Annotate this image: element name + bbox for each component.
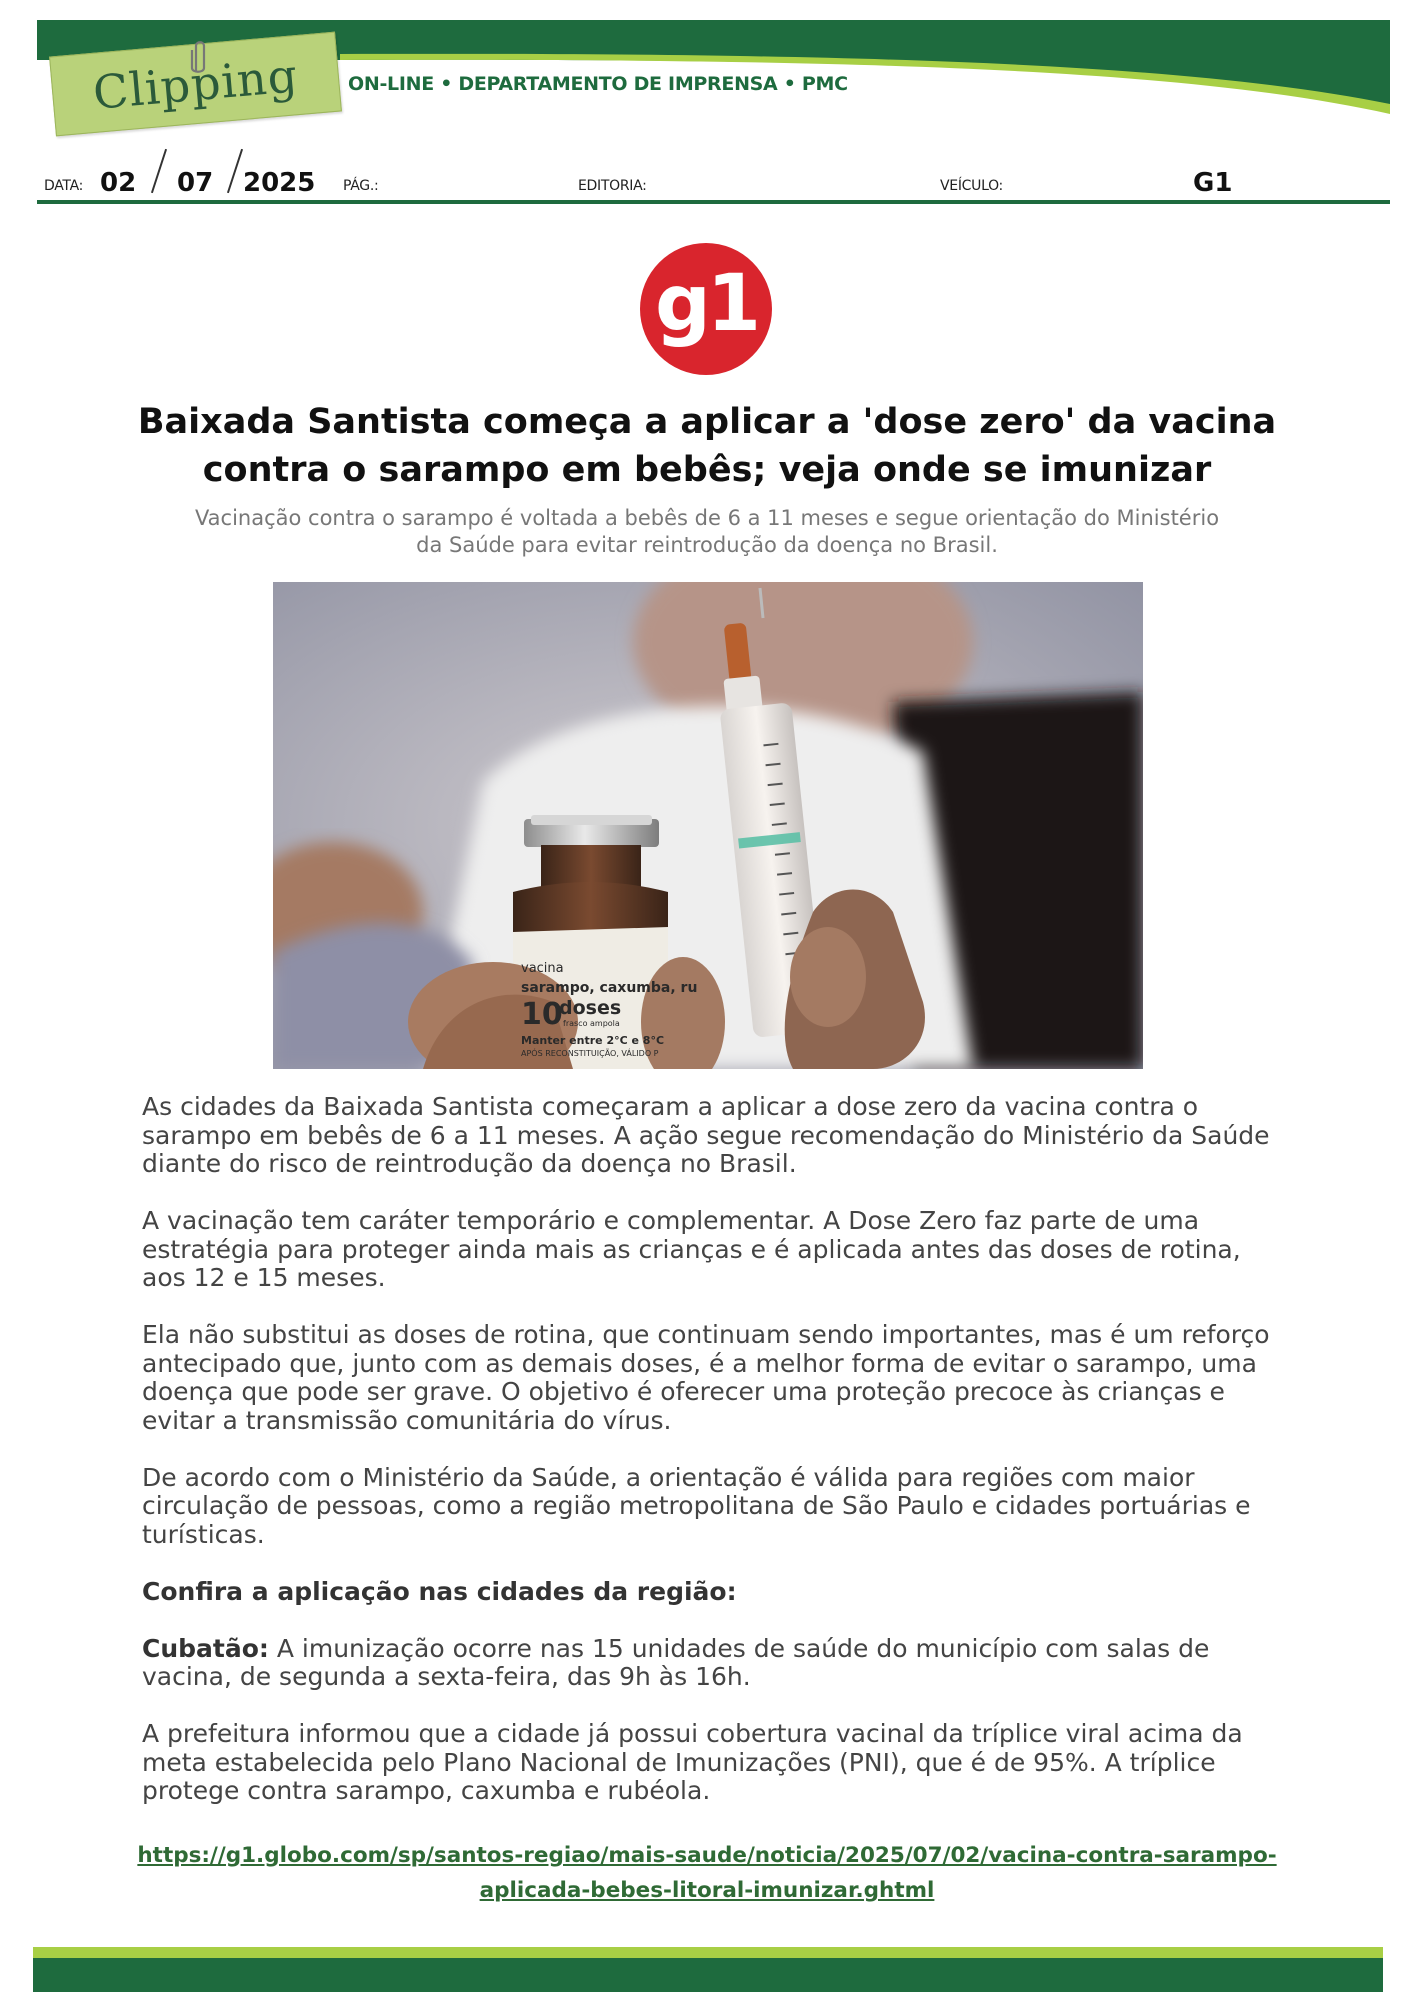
section-heading-text: Confira a aplicação nas cidades da região: [142,1576,737,1606]
vial-label-line: frasco ampola [563,1019,620,1028]
vial-label-line: 10 [521,997,563,1032]
vial-label-line: APÓS RECONSTITUIÇÃO, VÁLIDO P [521,1049,659,1058]
source-link[interactable] [100,1838,1314,1908]
vial-label-line: vacina [521,961,564,976]
vaccine-photo-illustration [273,582,1143,1069]
article-paragraph: De acordo com o Ministério da Saúde, a orientação é válida para regiões com maior circulação de pessoas, como a região metropolitana de São Paulo e cidades portuárias e turísticas. [142,1462,1251,1549]
source-link-line[interactable]: aplicada-bebes-litoral-imunizar.ghtml [479,1878,935,1903]
city-info: A imunização ocorre nas 15 unidades de saúde do município com salas de vacina, de segunda a sexta-feira, das 9h às 16h. [142,1633,1210,1691]
article-title-line: Baixada Santista começa a aplicar a 'dose zero' da vacina [137,402,1277,442]
vial-label-line: sarampo, caxumba, ru [521,980,698,996]
veiculo-value: G1 [1193,168,1233,198]
article-title [120,398,1294,494]
vial-label-line: doses [559,997,622,1019]
article-paragraph: Ela não substitui as doses de rotina, que continuam sendo importantes, mas é um reforço antecipado que, junto com as demais doses, é a melhor forma de evitar o sarampo, uma doença que pode ser grave. O objetivo é oferecer uma proteção precoce às crianças e evitar a transmissão comunitária do vírus. [142,1320,1270,1435]
vial-label-line: Manter entre 2°C e 8°C [521,1034,665,1047]
source-link-line[interactable]: https://g1.globo.com/sp/santos-regiao/mais-saude/noticia/2025/07/02/vacina-contra-sarampo- [137,1843,1277,1868]
data-label: DATA: [44,178,84,194]
article-title-line: contra o sarampo em bebês; veja onde se imunizar [202,450,1212,490]
article-photo [273,582,1143,1069]
article-subtitle [140,505,1274,559]
date-day: 02 [100,168,137,198]
department-title: ON-LINE • DEPARTAMENTO DE IMPRENSA • PMC [348,73,848,95]
article-paragraph: A vacinação tem caráter temporário e complementar. A Dose Zero faz parte de uma estratégia para proteger ainda mais as crianças e é aplicada antes das doses de rotina, aos 12 e 15 meses. [142,1206,1241,1292]
meta-divider [37,200,1390,204]
section-heading [142,1578,1282,1607]
article-paragraph: As cidades da Baixada Santista começaram a aplicar a dose zero da vacina contra o sarampo em bebês de 6 a 11 meses. A ação segue recomendação do Ministério da Saúde diante do risco de reintrodução da doença no Brasil. [142,1092,1270,1178]
article-subtitle-line: da Saúde para evitar reintrodução da doença no Brasil. [416,533,998,557]
veiculo-label: VEÍCULO: [940,178,1003,194]
date-month: 07 [177,168,214,198]
paperclip-icon [188,38,212,76]
article-body [142,1093,1282,1834]
article-paragraph [142,1635,1282,1692]
article-subtitle-line: Vacinação contra o sarampo é voltada a bebês de 6 a 11 meses e segue orientação do Ministério [194,506,1220,530]
editoria-label: EDITORIA: [578,178,647,194]
footer-lime-bar [33,1947,1383,1958]
pag-label: PÁG.: [343,178,379,194]
g1-logo [640,243,772,375]
clipping-brand: Clipping [90,48,301,120]
date-separator [227,149,243,193]
article-paragraph: A prefeitura informou que a cidade já possui cobertura vacinal da tríplice viral acima da meta estabelecida pelo Plano Nacional de Imunizações (PNI), que é de 95%. A tríplice protege contra sarampo, caxumba e rubéola. [142,1719,1243,1805]
city-label: Cubatão: [142,1633,269,1663]
g1-logo-text: g1 [654,259,758,349]
date-year: 2025 [243,168,316,198]
footer-green-bar [33,1958,1383,1992]
date-separator [151,149,167,193]
